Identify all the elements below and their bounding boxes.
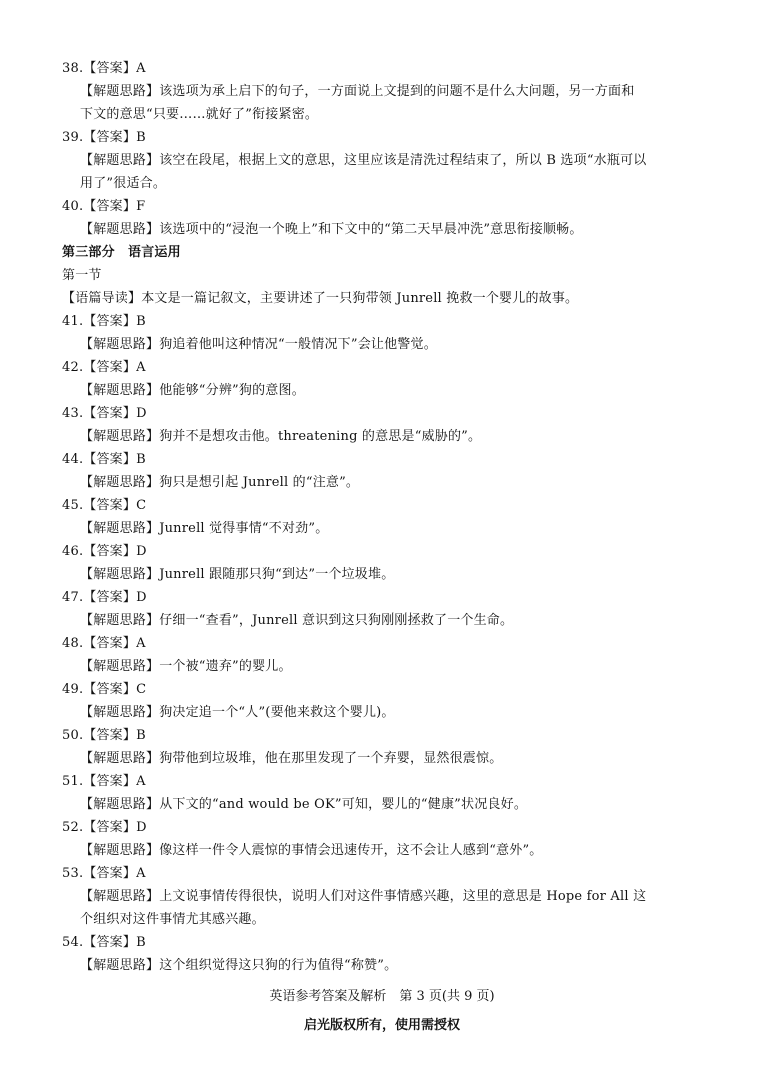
explanation-line: 【解题思路】该空在段尾，根据上文的意思，这里应该是清洗过程结束了，所以 B 选项“水瓶可以 [80, 153, 647, 168]
answer-line: 48.【答案】A [62, 636, 146, 651]
text-line: 用了”很适合。 [80, 176, 167, 191]
explanation-line: 【解题思路】狗只是想引起 Junrell 的“注意”。 [80, 475, 360, 490]
copyright-notice: 启光版权所有，使用需授权 [303, 1018, 460, 1033]
explanation-line: 【解题思路】他能够“分辨”狗的意图。 [80, 383, 305, 398]
explanation-line: 【解题思路】从下文的“and would be OK”可知，婴儿的“健康”状况良好。 [80, 797, 528, 812]
explanation-line: 【解题思路】该选项中的“浸泡一个晚上”和下文中的“第二天早晨冲洗”意思衔接顺畅。 [80, 222, 583, 237]
text-line: 下文的意思“只要……就好了”衔接紧密。 [80, 107, 319, 122]
passage-guide: 【语篇导读】本文是一篇记叙文，主要讲述了一只狗带领 Junrell 挽救一个婴儿的故事。 [62, 291, 579, 306]
section-heading: 第三部分 语言运用 [62, 245, 181, 260]
answer-line: 53.【答案】A [62, 866, 146, 881]
answer-line: 51.【答案】A [62, 774, 146, 789]
answer-line: 41.【答案】B [62, 314, 146, 329]
text-line: 第一节 [62, 268, 102, 283]
explanation-line: 【解题思路】像这样一件令人震惊的事情会迅速传开，这不会让人感到“意外”。 [80, 843, 543, 858]
explanation-line: 【解题思路】Junrell 觉得事情“不对劲”。 [80, 521, 329, 536]
answer-line: 45.【答案】C [62, 498, 147, 513]
answer-line: 39.【答案】B [62, 130, 146, 145]
explanation-line: 【解题思路】狗追着他叫这种情况“一般情况下”会让他警觉。 [80, 337, 437, 352]
explanation-line: 【解题思路】上文说事情传得很快，说明人们对这件事情感兴趣，这里的意思是 Hope for All 这 [80, 889, 647, 904]
answer-line: 40.【答案】F [62, 199, 146, 214]
answer-line: 46.【答案】D [62, 544, 147, 559]
answer-line: 38.【答案】A [62, 61, 146, 76]
explanation-line: 【解题思路】仔细一“查看”，Junrell 意识到这只狗刚刚拯救了一个生命。 [80, 613, 514, 628]
explanation-line: 【解题思路】一个被“遗弃”的婴儿。 [80, 659, 292, 674]
text-line: 个组织对这件事情尤其感兴趣。 [80, 912, 265, 927]
page-footer: 英语参考答案及解析 第 3 页(共 9 页) [269, 989, 495, 1004]
explanation-line: 【解题思路】狗决定追一个“人”(要他来救这个婴儿)。 [80, 705, 395, 720]
answer-line: 52.【答案】D [62, 820, 147, 835]
explanation-line: 【解题思路】狗带他到垃圾堆，他在那里发现了一个弃婴，显然很震惊。 [80, 751, 503, 766]
answer-line: 44.【答案】B [62, 452, 146, 467]
answer-line: 42.【答案】A [62, 360, 146, 375]
explanation-line: 【解题思路】这个组织觉得这只狗的行为值得“称赞”。 [80, 958, 398, 973]
explanation-line: 【解题思路】Junrell 跟随那只狗“到达”一个垃圾堆。 [80, 567, 395, 582]
answer-line: 50.【答案】B [62, 728, 146, 743]
answer-line: 54.【答案】B [62, 935, 146, 950]
answer-line: 47.【答案】D [62, 590, 147, 605]
answer-content [62, 57, 712, 977]
answer-line: 43.【答案】D [62, 406, 147, 421]
explanation-line: 【解题思路】该选项为承上启下的句子，一方面说上文提到的问题不是什么大问题，另一方面和 [80, 84, 635, 99]
answer-line: 49.【答案】C [62, 682, 147, 697]
explanation-line: 【解题思路】狗并不是想攻击他。threatening 的意思是“威胁的”。 [80, 429, 482, 444]
